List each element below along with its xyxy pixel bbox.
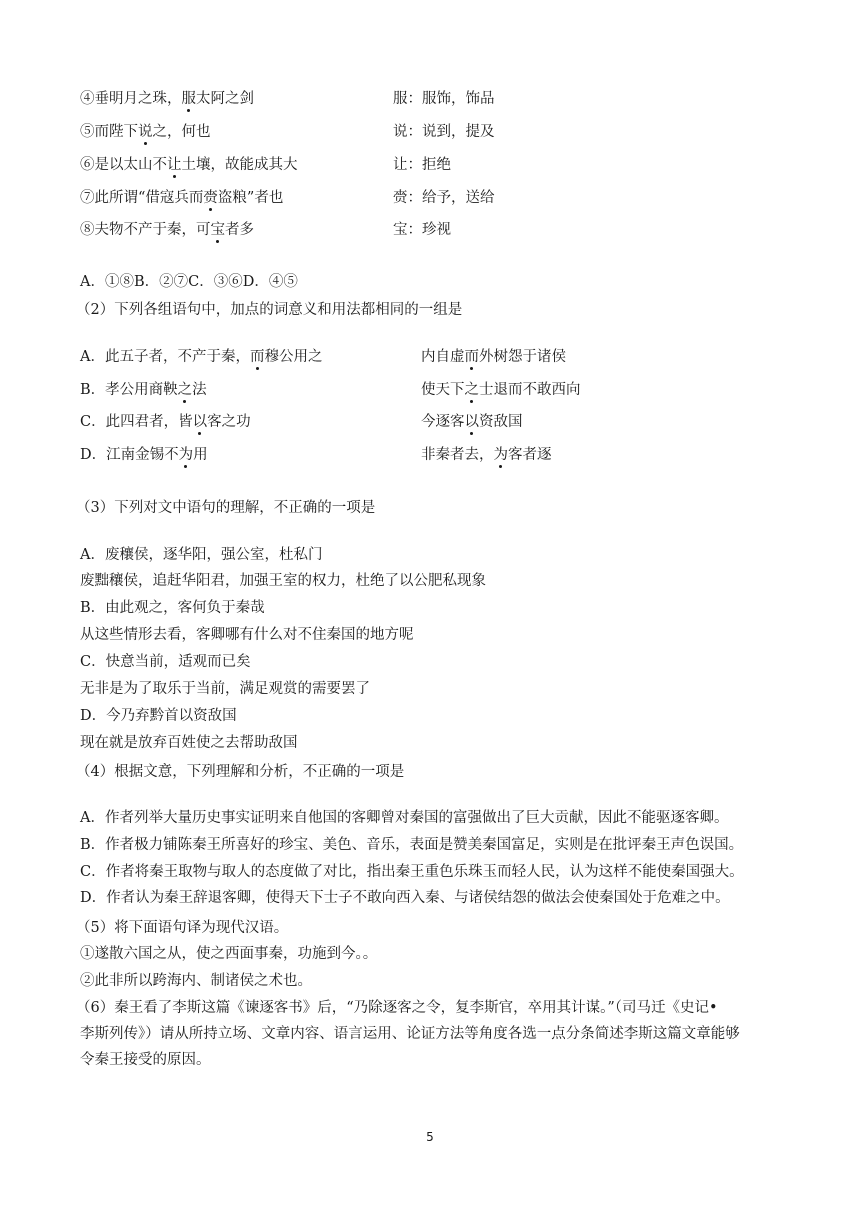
q4-option: B．作者极力铺陈秦王所喜好的珍宝、美色、音乐，表面是赞美秦国富足，实则是在批评秦王声色误国。 xyxy=(80,837,744,853)
q6-line-3: 令秦王接受的原因。 xyxy=(80,1052,211,1068)
q3-title: （3）下列对文中语句的理解，不正确的一项是 xyxy=(76,500,376,516)
q2-right-dotted-char: 之 xyxy=(464,382,479,398)
q3-line: 从这些情形去看，客卿哪有什么对不住秦国的地方呢 xyxy=(80,627,414,643)
q1-options: A．①⑧B．②⑦C．③⑥D．④⑤ xyxy=(80,274,298,290)
q6-line-2: 李斯列传》）请从所持立场、文章内容、语言运用、论证方法等角度各选一点分条简述李斯这篇文章能够 xyxy=(80,1026,740,1042)
q2-right-text: 客者逐 xyxy=(508,447,552,463)
q3-line: C．快意当前，适观而已矣 xyxy=(80,654,251,670)
q1-gloss: 赍：给予，送给 xyxy=(393,190,495,206)
q1-sentence-text: 太阿之剑 xyxy=(196,91,254,107)
q2-right-text: 今逐客 xyxy=(421,414,465,430)
q2-option-left xyxy=(80,347,322,367)
q2-option-right xyxy=(421,347,566,367)
q2-left-text: B．孝公用商鞅 xyxy=(80,382,178,398)
q2-right-dotted-char: 为 xyxy=(493,447,508,463)
q1-sentence-text: ⑦此所谓“借寇兵而 xyxy=(80,190,204,206)
q2-right-dotted-char: 以 xyxy=(464,414,479,430)
q1-sentence-text: ⑤而陛下 xyxy=(80,124,138,140)
q2-left-text: 客之功 xyxy=(207,414,251,430)
q1-gloss: 宝：珍视 xyxy=(393,222,451,238)
q1-sentence-text: ⑥是以太山不 xyxy=(80,157,167,173)
q1-sentence-text: 土壤，故能成其大 xyxy=(181,157,298,173)
q1-sentence xyxy=(80,188,283,208)
q3-line: 废黜穰侯，追赶华阳君，加强王室的权力，杜绝了以公肥私现象 xyxy=(80,573,486,589)
q2-option-left xyxy=(80,445,208,465)
q6-line-1: （6）秦王看了李斯这篇《谏逐客书》后，“乃除逐客之令，复李斯官，卒用其计谋。”（司马迁《史记• xyxy=(76,1000,718,1016)
q1-sentence-dotted-char: 赍 xyxy=(203,190,218,206)
q1-sentence-text: ④垂明月之珠， xyxy=(80,91,182,107)
q2-right-text: 非秦者去， xyxy=(421,447,494,463)
q1-sentence xyxy=(80,89,254,109)
q4-option: C．作者将秦王取物与取人的态度做了对比，指出秦王重色乐珠玉而轻人民，认为这样不能使秦国强大。 xyxy=(80,864,744,880)
q1-sentence xyxy=(80,122,211,142)
q2-right-text: 内自虚 xyxy=(421,349,465,365)
q2-title: （2）下列各组语句中，加点的词意义和用法都相同的一组是 xyxy=(76,302,463,318)
q2-left-dotted-char: 以 xyxy=(192,414,208,430)
q1-gloss: 让：拒绝 xyxy=(393,157,451,173)
q1-sentence-text: 者多 xyxy=(225,222,254,238)
q1-sentence-dotted-char: 宝 xyxy=(210,222,225,238)
q2-right-text: 使天下 xyxy=(421,382,465,398)
q2-left-dotted-char: 之 xyxy=(177,382,193,398)
q2-left-text: 法 xyxy=(192,382,207,398)
q1-sentence-dotted-char: 让 xyxy=(167,157,182,173)
q2-right-text: 资敌国 xyxy=(479,414,523,430)
q2-left-dotted-char: 为 xyxy=(178,447,194,463)
q5-title: （5）将下面语句译为现代汉语。 xyxy=(76,920,289,936)
q1-sentence-dotted-char: 说 xyxy=(138,124,153,140)
q2-option-left xyxy=(80,380,207,400)
q2-left-dotted-char: 而 xyxy=(249,349,265,365)
q1-sentence xyxy=(80,155,298,175)
q1-gloss: 服：服饰，饰品 xyxy=(393,91,495,107)
q2-left-text: 穆公用之 xyxy=(264,349,323,365)
q2-right-text: 外树怨于诸侯 xyxy=(479,349,566,365)
q5-sentence: ②此非所以跨海内、制诸侯之术也。 xyxy=(80,973,312,989)
q1-gloss: 说：说到，提及 xyxy=(393,124,495,140)
q1-sentence-text: ⑧夫物不产于秦，可 xyxy=(80,222,211,238)
q2-left-text: 用 xyxy=(193,447,208,463)
q5-sentence: ①遂散六国之从，使之西面事秦，功施到今。。 xyxy=(80,946,378,962)
q2-left-text: D．江南金锡不 xyxy=(80,447,179,463)
q2-left-text: C．此四君者，皆 xyxy=(80,414,193,430)
q1-sentence-dotted-char: 服 xyxy=(181,91,196,107)
q2-option-left xyxy=(80,412,251,432)
q1-sentence-text: 之，何也 xyxy=(152,124,211,140)
q2-left-text: A．此五子者，不产于秦， xyxy=(80,349,250,365)
q3-line: 现在就是放弃百姓使之去帮助敌国 xyxy=(80,735,298,751)
q1-sentence-text: 盗粮”者也 xyxy=(217,190,284,206)
q3-line: D．今乃弃黔首以资敌国 xyxy=(80,708,237,724)
q3-line: 无非是为了取乐于当前，满足观赏的需要罢了 xyxy=(80,681,370,697)
q4-option: D．作者认为秦王辞退客卿，使得天下士子不敢向西入秦、与诸侯结怨的做法会使秦国处于危难之中。 xyxy=(80,890,730,906)
q2-right-text: 士退而不敢西向 xyxy=(479,382,581,398)
q3-line: B．由此观之，客何负于秦哉 xyxy=(80,600,265,616)
q4-title: （4）根据文意，下列理解和分析，不正确的一项是 xyxy=(76,764,405,780)
q3-line: A．废穰侯，逐华阳，强公室，杜私门 xyxy=(80,547,323,563)
q2-option-right xyxy=(421,412,523,432)
q1-sentence xyxy=(80,220,254,240)
q2-right-dotted-char: 而 xyxy=(464,349,479,365)
page-number: 5 xyxy=(426,1130,434,1144)
q2-option-right xyxy=(421,445,552,465)
q2-option-right xyxy=(421,380,581,400)
q4-option: A．作者列举大量历史事实证明来自他国的客卿曾对秦国的富强做出了巨大贡献，因此不能驱逐客卿。 xyxy=(80,810,729,826)
